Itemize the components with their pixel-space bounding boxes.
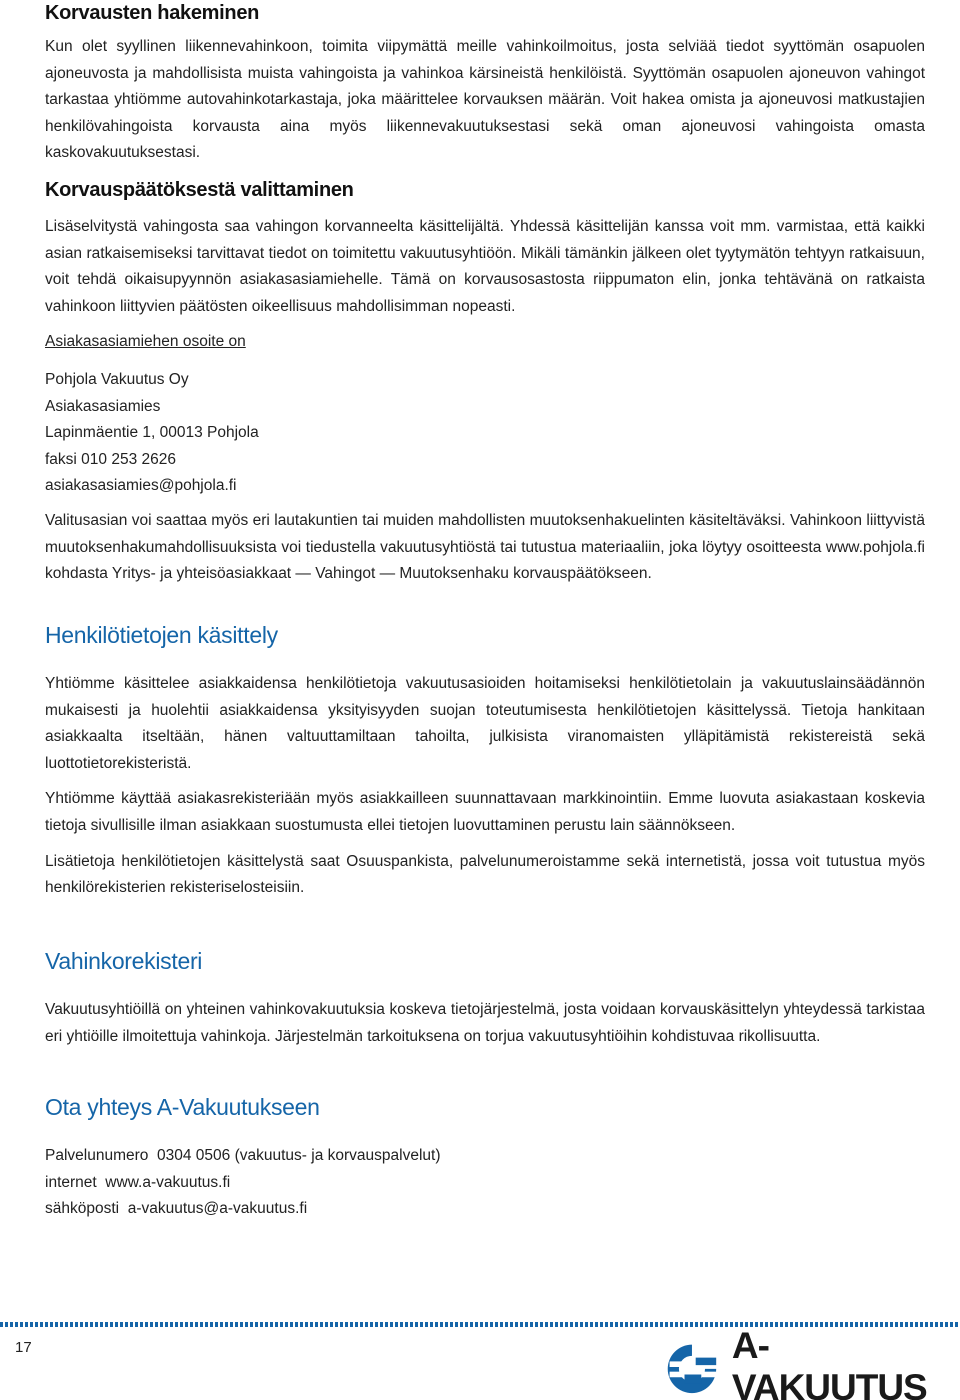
paragraph: Valitusasian voi saattaa myös eri lautakuntien tai muiden mahdollisten muutoksenhakuelinten käsiteltäväksi. Vahinkoon liittyvistä muutoksenhakumahdollisuuksista voi tiedustella vakuutusyhtiöstä tai tutustua materiaaliin, joka löytyy osoitteesta www.pohjola.fi kohdasta Yritys- ja yhteisöasiakkaat — Vahingot — Muutoksenhaku korvauspäätökseen. — [45, 512, 925, 583]
section-title: Korvausten hakeminen — [45, 2, 260, 24]
paragraph: Yhtiömme käyttää asiakasrekisteriään myös asiakkailleen suunnattavaan markkinointiin. Emme luovuta asiakastaan koskevia tietoja sivullisille ilman asiakkaan suostumusta ellei tietojen luovuttaminen perustu lain säännökseen. — [45, 790, 925, 834]
address-line: faksi 010 253 2626 — [45, 450, 176, 468]
paragraph: Kun olet syyllinen liikennevahinkoon, toimita viipymättä meille vahinkoilmoitus, josta selviää tiedot syyttömän osapuolen ajoneuvosta ja mahdollisista muista vahingoista ja vahinkoa kärsineistä henkilöistä. Syyttömän osapuolen ajoneuvon vahingot tarkastaa yhtiömme autovahinkotarkastaja, joka määrittelee korvauksen määrän. Voit hakea omista ja ajoneuvosi matkustajien henkilövahingoista korvausta aina myös liikennevakuutuksestasi sekä oman ajoneuvosi vahingoista omasta kaskovakuutuksestasi. — [45, 38, 925, 162]
section-vahinkorekisteri — [45, 948, 925, 1050]
page-number: 17 — [15, 1339, 32, 1356]
paragraph: Yhtiömme käsittelee asiakkaidensa henkilötietoja vakuutusasioiden hoitamiseksi henkilötietolain ja vakuutuslainsäädännön mukaisesti ja huolehtii asiakkaidensa yksityisyyden suojan toteutumisesta henkilötietojen käsittelyssä. Tietoja hankitaan asiakkaalta itseltään, hänen valtuuttamiltaan tahoilta, julkisista viranomaisten ylläpitämistä rekistereistä sekä luottotietorekisteristä. — [45, 675, 925, 772]
contact-internet-line: internet www.a-vakuutus.fi — [45, 1173, 231, 1191]
email-line: asiakasasiamies@pohjola.fi — [45, 477, 237, 495]
address-line: Asiakasasiamies — [45, 397, 161, 415]
ombudsman-address-block — [45, 333, 925, 500]
address-line: Pohjola Vakuutus Oy — [45, 371, 189, 388]
contact-email-line: sähköposti a-vakuutus@a-vakuutus.fi — [45, 1200, 308, 1218]
address-title: Asiakasasiamiehen osoite on — [45, 333, 246, 350]
section-henkilotietojen-kasittely — [45, 622, 925, 902]
a-vakuutus-logo-icon — [664, 1339, 720, 1395]
address-lines — [45, 367, 925, 500]
section-title: Vahinkorekisteri — [45, 948, 203, 974]
logo-wordmark: A-VAKUUTUS — [731, 1325, 927, 1400]
section-korvauspaatoksesta-valittaminen — [45, 179, 925, 320]
section-title: Korvauspäätöksestä valittaminen — [45, 179, 354, 201]
appeal-paragraph-block — [45, 508, 925, 588]
paragraph: Vakuutusyhtiöillä on yhteinen vahinkovakuutuksia koskeva tietojärjestelmä, josta voidaan korvauskäsittelyn yhteydessä tarkistaa eri yhtiöille ilmoitettuja vahinkoja. Järjestelmän tarkoituksena on torjua vakuutusyhtiöihin kohdistuvaa rikollisuutta. — [45, 1001, 925, 1045]
section-title: Henkilötietojen käsittely — [45, 622, 278, 648]
section-title: Ota yhteys A-Vakuutukseen — [45, 1094, 320, 1120]
section-ota-yhteys — [45, 1094, 925, 1223]
paragraph: Lisätietoja henkilötietojen käsittelystä saat Osuuspankista, palvelunumeroistamme sekä internetistä, jossa voit tutustua myös henkilörekisterien rekisteriselosteisiin. — [45, 852, 925, 897]
contact-phone-line: Palvelunumero 0304 0506 (vakuutus- ja korvauspalvelut) — [45, 1147, 441, 1164]
a-vakuutus-logo — [664, 1325, 948, 1400]
paragraph: Lisäselvitystä vahingosta saa vahingon korvanneelta käsittelijältä. Yhdessä käsittelijän kanssa voit mm. varmistaa, että kaikki asian ratkaisemiseksi tarvittavat tiedot on toimitettu vakuutusyhtiöön. Mikäli tämänkin jälkeen olet tyytymätön tehtyyn ratkaisuun, voit tehdä oikaisupyynnön asiakasasiamiehelle. Tämä on korvausosastosta riippumaton elin, jonka tehtävänä on ratkaista vahinkoon liittyvien päätösten oikeellisuus mahdollisimman nopeasti. — [45, 218, 925, 315]
section-korvausten-hakeminen — [45, 2, 925, 167]
contact-lines — [45, 1143, 925, 1223]
address-line: Lapinmäentie 1, 00013 Pohjola — [45, 424, 259, 442]
